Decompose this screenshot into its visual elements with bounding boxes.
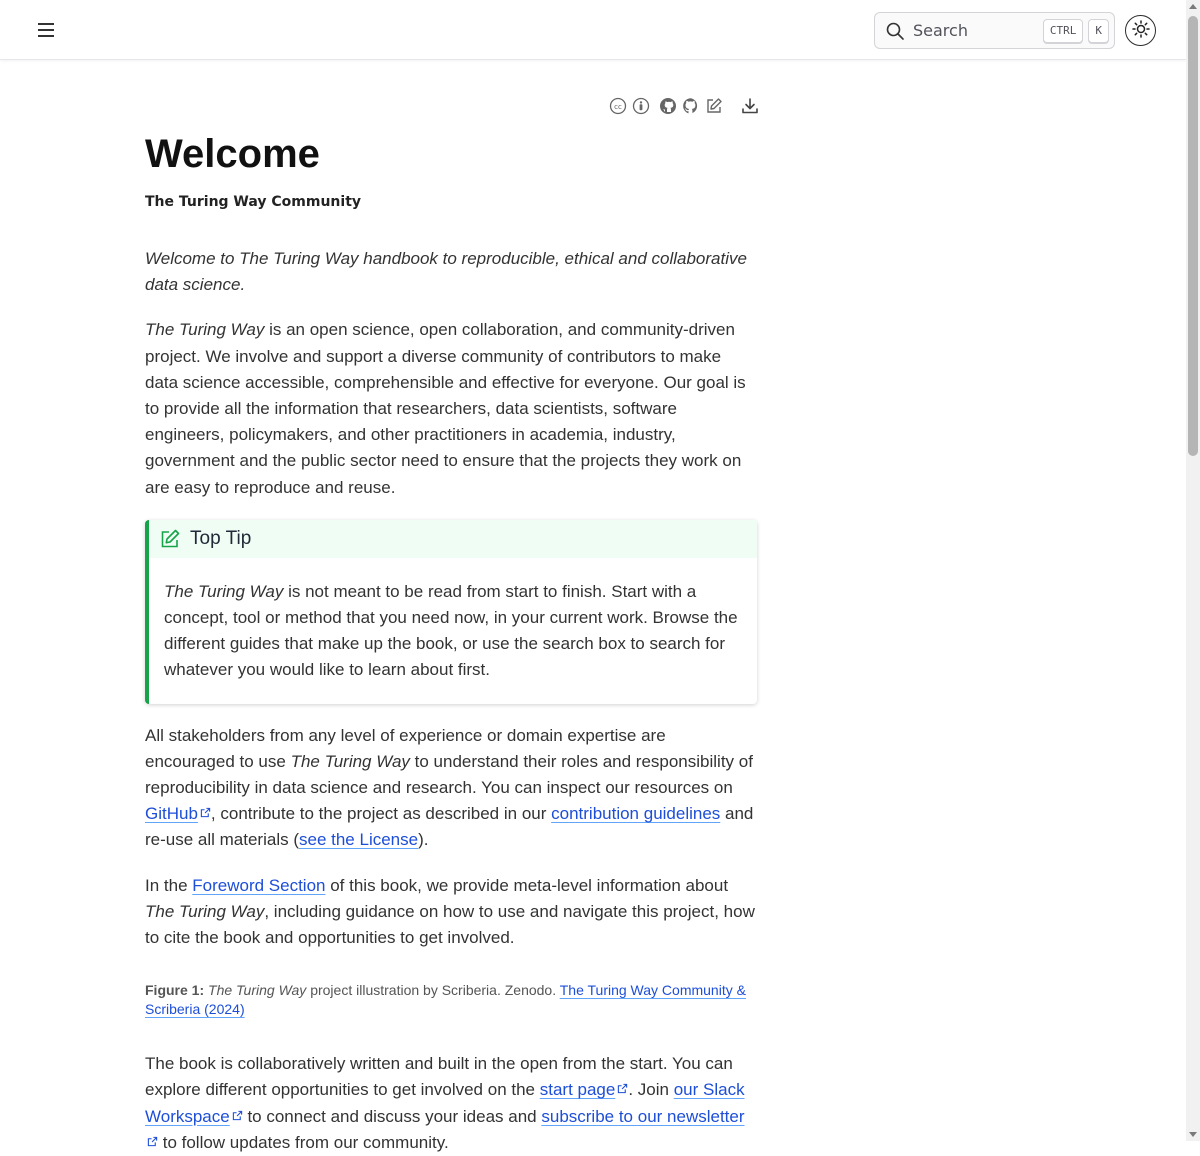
edit-icon[interactable] xyxy=(704,96,724,116)
text-segment: The book is collaboratively written and built in the open from the start. You can explore different opportunities to get involved on the xyxy=(145,1054,733,1100)
top-bar xyxy=(0,0,1186,60)
foreword-paragraph xyxy=(145,873,757,952)
contribution-guidelines-link[interactable]: contribution guidelines xyxy=(551,804,721,824)
github-icon[interactable] xyxy=(658,96,678,116)
figure-citation-link[interactable]: The Turing Way Community & Scriberia (2024) xyxy=(145,982,746,1018)
external-link-icon xyxy=(147,1136,158,1147)
text-segment: All stakeholders from any level of experience or domain expertise are encouraged to use xyxy=(145,725,666,771)
project-name: The Turing Way xyxy=(208,982,307,999)
text-segment: . Join xyxy=(628,1080,674,1100)
external-link-icon xyxy=(232,1110,243,1121)
caption-text: project illustration by Scriberia. Zenodo. xyxy=(306,982,560,999)
figure-caption xyxy=(145,981,757,1019)
slack-workspace-link[interactable]: our Slack Workspace xyxy=(145,1080,745,1126)
kbd-ctrl: CTRL xyxy=(1043,19,1084,43)
stakeholders-paragraph xyxy=(145,723,757,854)
newsletter-link[interactable]: subscribe to our newsletter xyxy=(541,1106,745,1126)
tip-paragraph xyxy=(164,579,742,684)
page-title: Welcome xyxy=(145,132,320,176)
figure-label: Figure 1: xyxy=(145,982,205,999)
hamburger-menu-icon[interactable] xyxy=(36,18,62,42)
external-link-icon xyxy=(200,807,211,818)
project-name: The Turing Way xyxy=(290,751,410,771)
text-segment: to connect and discuss your ideas and xyxy=(242,1106,542,1126)
text-segment: In the xyxy=(145,875,193,895)
external-link-icon xyxy=(617,1083,628,1094)
text-segment: and re-use all materials ( xyxy=(145,804,754,850)
lead-paragraph: Welcome to The Turing Way handbook to reproducible, ethical and collaborative data science. xyxy=(145,249,747,295)
admonition-header xyxy=(149,520,757,558)
github-icon[interactable] xyxy=(681,96,701,116)
sun-icon xyxy=(1132,20,1150,42)
text-segment: to follow updates from our community. xyxy=(158,1132,449,1152)
admonition-body xyxy=(149,558,757,704)
text-segment: , contribute to the project as described in our xyxy=(210,804,552,824)
cc-by-icon[interactable] xyxy=(631,96,651,116)
search-button[interactable] xyxy=(874,12,1115,49)
foreword-section-link[interactable]: Foreword Section xyxy=(192,875,326,895)
text-segment: to understand their roles and responsibility of reproducibility in data science and research. You can inspect our resources on xyxy=(145,751,753,798)
top-tip-admonition xyxy=(145,520,757,704)
search-icon xyxy=(885,21,905,41)
text-segment: , including guidance on how to use and navigate this project, how to cite the book and opportunities to get involved. xyxy=(145,901,755,948)
start-page-link[interactable]: start page xyxy=(539,1080,616,1100)
intro-text: is an open science, open collaboration, and community-driven project. We involve and support a diverse community of contributors to make data science accessible, comprehensible and effective for everyone. Our goal is to provide all the information that researchers, data scientists, software engineers, policymakers, and other practitioners in academia, industry, government and the public sector need to ensure that the projects they work on are easy to reproduce and reuse. xyxy=(145,320,746,497)
document-toolbar xyxy=(608,95,763,117)
svg-text:cc: cc xyxy=(614,102,622,111)
project-name: The Turing Way xyxy=(164,581,284,601)
project-name: The Turing Way xyxy=(145,901,265,921)
author-name: The Turing Way Community xyxy=(145,194,362,210)
pencil-square-icon xyxy=(159,528,181,550)
creative-commons-icon[interactable] xyxy=(608,96,628,116)
tip-text: is not meant to be read from start to finish. Start with a concept, tool or method that you need now, in your current work. Browse the different guides that make up the book, or use the search box to search for whatever you would like to learn about first. xyxy=(164,581,738,680)
admonition-title: Top Tip xyxy=(190,527,252,549)
kbd-k: K xyxy=(1088,19,1109,43)
scroll-down-arrow-icon[interactable] xyxy=(1189,1132,1197,1137)
project-name: The Turing Way xyxy=(145,320,265,340)
text-segment: of this book, we provide meta-level information about xyxy=(325,875,729,895)
github-link[interactable]: GitHub xyxy=(145,804,198,824)
collaboration-paragraph xyxy=(145,1051,757,1156)
license-link[interactable]: see the License xyxy=(299,830,419,850)
article-content xyxy=(145,130,757,1156)
page-scrollbar[interactable] xyxy=(1186,0,1200,1141)
download-icon[interactable] xyxy=(740,96,760,116)
scroll-up-arrow-icon[interactable] xyxy=(1189,4,1197,9)
search-label: Search xyxy=(913,21,968,40)
theme-toggle-button[interactable] xyxy=(1125,15,1156,46)
text-segment: ). xyxy=(418,830,429,850)
intro-paragraph xyxy=(145,317,757,500)
scroll-thumb[interactable] xyxy=(1188,16,1198,456)
